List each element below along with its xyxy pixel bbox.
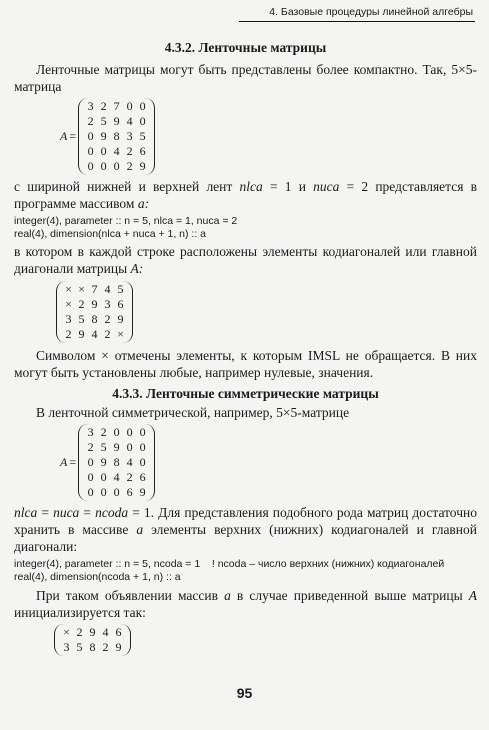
matrix-cell: 3 bbox=[65, 312, 72, 326]
matrix-cell: 0 bbox=[139, 425, 146, 439]
matrix-a-banded bbox=[60, 98, 477, 175]
matrix-cell: 9 bbox=[139, 159, 146, 173]
paragraph: nlca = nuca = ncoda = 1. Для представления подобного рода матриц достаточно хранить в массиве a элементы верхних (нижних) кодиагоналей и главной диагонали: bbox=[14, 505, 478, 554]
matrix-row bbox=[62, 327, 127, 342]
matrix-cell: 0 bbox=[139, 114, 146, 128]
matrix-cell: 2 bbox=[65, 327, 72, 341]
matrix-cell: 2 bbox=[78, 297, 85, 311]
matrix-cell: 0 bbox=[126, 99, 133, 113]
matrix-cell: 9 bbox=[113, 440, 120, 454]
matrix-cell: 4 bbox=[91, 327, 98, 341]
matrix-cell: 5 bbox=[100, 114, 107, 128]
matrix-cell: 2 bbox=[76, 625, 83, 639]
matrix-row bbox=[84, 114, 149, 129]
matrix-cell: 2 bbox=[87, 114, 94, 128]
matrix-row bbox=[84, 470, 149, 485]
matrix-cell: × bbox=[65, 297, 72, 311]
matrix-cell: 2 bbox=[100, 425, 107, 439]
paragraph: в котором в каждой строке расположены элементы кодиагоналей или главной диагонали матрицы A: bbox=[14, 244, 477, 276]
matrix-cell: 0 bbox=[126, 440, 133, 454]
matrix-cell: 5 bbox=[139, 129, 146, 143]
matrix-cell: 3 bbox=[87, 99, 94, 113]
matrix-cell: 7 bbox=[113, 99, 120, 113]
paragraph: Ленточные матрицы могут быть представлены более компактно. Так, 5×5-матрица bbox=[14, 62, 477, 94]
matrix-row bbox=[84, 425, 149, 440]
matrix-cell: 3 bbox=[104, 297, 111, 311]
matrix-cell: 5 bbox=[100, 440, 107, 454]
section-heading-4-3-3: 4.3.3. Ленточные симметрические матрицы bbox=[112, 386, 379, 401]
matrix-cell: 9 bbox=[100, 455, 107, 469]
matrix-cell: 0 bbox=[100, 470, 107, 484]
matrix-row bbox=[62, 297, 127, 312]
matrix-cell: 0 bbox=[87, 485, 94, 499]
section-heading-4-3-2: 4.3.2. Ленточные матрицы bbox=[164, 40, 327, 55]
matrix-row bbox=[84, 99, 149, 114]
matrix-cell: 4 bbox=[102, 625, 109, 639]
matrix-row bbox=[60, 640, 125, 655]
matrix-row bbox=[84, 144, 149, 159]
matrix-cell: 0 bbox=[113, 159, 120, 173]
matrix-cell: 0 bbox=[113, 425, 120, 439]
equals-sign: = bbox=[69, 455, 77, 469]
matrix-cell: 8 bbox=[113, 455, 120, 469]
matrix-grid bbox=[78, 98, 155, 175]
matrix-cell: 9 bbox=[91, 297, 98, 311]
matrix-row bbox=[84, 485, 149, 500]
matrix-cell: 0 bbox=[100, 144, 107, 158]
matrix-grid bbox=[78, 424, 155, 501]
matrix-cell: 2 bbox=[100, 99, 107, 113]
matrix-cell: 4 bbox=[113, 470, 120, 484]
matrix-cell: 4 bbox=[126, 114, 133, 128]
matrix-cell: 9 bbox=[78, 327, 85, 341]
matrix-row bbox=[62, 282, 127, 297]
matrix-cell: 3 bbox=[87, 425, 94, 439]
matrix-cell: 0 bbox=[100, 159, 107, 173]
paragraph: В ленточной симметрической, например, 5×5-матрице bbox=[36, 405, 350, 420]
equals-sign: = bbox=[69, 129, 77, 143]
matrix-cell: 6 bbox=[139, 470, 146, 484]
band-storage-array bbox=[56, 281, 477, 343]
matrix-cell: 9 bbox=[115, 640, 122, 654]
matrix-cell: 4 bbox=[104, 282, 111, 296]
matrix-cell: 2 bbox=[102, 640, 109, 654]
matrix-cell: 0 bbox=[87, 470, 94, 484]
matrix-cell: 8 bbox=[91, 312, 98, 326]
matrix-cell: 6 bbox=[126, 485, 133, 499]
matrix-cell: 0 bbox=[139, 455, 146, 469]
matrix-cell: × bbox=[78, 282, 85, 296]
matrix-cell: 0 bbox=[139, 440, 146, 454]
matrix-row bbox=[84, 129, 149, 144]
matrix-cell: 2 bbox=[126, 144, 133, 158]
matrix-cell: 2 bbox=[87, 440, 94, 454]
matrix-cell: 0 bbox=[87, 144, 94, 158]
matrix-cell: 7 bbox=[91, 282, 98, 296]
matrix-row bbox=[60, 625, 125, 640]
matrix-cell: × bbox=[63, 625, 70, 639]
code-line: integer(4), parameter :: n = 5, nlca = 1, nuca = 2 bbox=[14, 215, 238, 227]
matrix-cell: 6 bbox=[117, 297, 124, 311]
matrix-grid bbox=[56, 281, 133, 343]
matrix-cell: 2 bbox=[104, 327, 111, 341]
matrix-cell: 6 bbox=[115, 625, 122, 639]
matrix-row bbox=[84, 440, 149, 455]
matrix-cell: 3 bbox=[63, 640, 70, 654]
matrix-cell: 5 bbox=[76, 640, 83, 654]
matrix-cell: 5 bbox=[78, 312, 85, 326]
matrix-cell: 0 bbox=[87, 159, 94, 173]
matrix-row bbox=[84, 455, 149, 470]
page-number: 95 bbox=[236, 685, 253, 701]
paragraph: с шириной нижней и верхней лент nlca = 1 и nuca = 2 представляется в программе массивом a: bbox=[14, 179, 478, 211]
running-header: 4. Базовые процедуры линейной алгебры bbox=[239, 4, 475, 22]
matrix-cell: 2 bbox=[126, 470, 133, 484]
paragraph: Символом × отмечены элементы, к которым IMSL не обращается. В них могут быть установлены любые, например нулевые, значения. bbox=[14, 348, 477, 380]
matrix-cell: 8 bbox=[113, 129, 120, 143]
matrix-cell: 4 bbox=[113, 144, 120, 158]
matrix-cell: 5 bbox=[117, 282, 124, 296]
band-storage-array bbox=[54, 624, 477, 656]
matrix-cell: 6 bbox=[139, 144, 146, 158]
matrix-cell: 0 bbox=[100, 485, 107, 499]
paragraph: При таком объявлении массив a в случае приведенной выше матрицы A инициализируется так: bbox=[14, 588, 478, 620]
matrix-cell: 9 bbox=[117, 312, 124, 326]
page-body bbox=[14, 30, 477, 656]
code-line: integer(4), parameter :: n = 5, ncoda = 1 ! ncoda – число верхних (нижних) кодиагоналей bbox=[14, 558, 445, 570]
code-line: real(4), dimension(ncoda + 1, n) :: a bbox=[14, 571, 181, 583]
matrix-row bbox=[62, 312, 127, 327]
matrix-cell: 2 bbox=[126, 159, 133, 173]
matrix-cell: 9 bbox=[89, 625, 96, 639]
matrix-cell: 9 bbox=[100, 129, 107, 143]
matrix-a-symmetric bbox=[60, 424, 477, 501]
matrix-cell: 0 bbox=[113, 485, 120, 499]
matrix-cell: 8 bbox=[89, 640, 96, 654]
matrix-cell: 9 bbox=[113, 114, 120, 128]
matrix-row bbox=[84, 159, 149, 174]
matrix-cell: 3 bbox=[126, 129, 133, 143]
matrix-cell: × bbox=[65, 282, 72, 296]
code-line: real(4), dimension(nlca + nuca + 1, n) :: a bbox=[14, 228, 207, 240]
matrix-grid bbox=[54, 624, 131, 656]
matrix-label: A bbox=[60, 129, 68, 143]
matrix-cell: 0 bbox=[87, 129, 94, 143]
matrix-cell: 2 bbox=[104, 312, 111, 326]
matrix-cell: 0 bbox=[126, 425, 133, 439]
matrix-cell: 0 bbox=[87, 455, 94, 469]
matrix-cell: 4 bbox=[126, 455, 133, 469]
matrix-cell: 9 bbox=[139, 485, 146, 499]
matrix-cell: 0 bbox=[139, 99, 146, 113]
matrix-label: A bbox=[60, 455, 68, 469]
matrix-cell: × bbox=[117, 327, 124, 341]
